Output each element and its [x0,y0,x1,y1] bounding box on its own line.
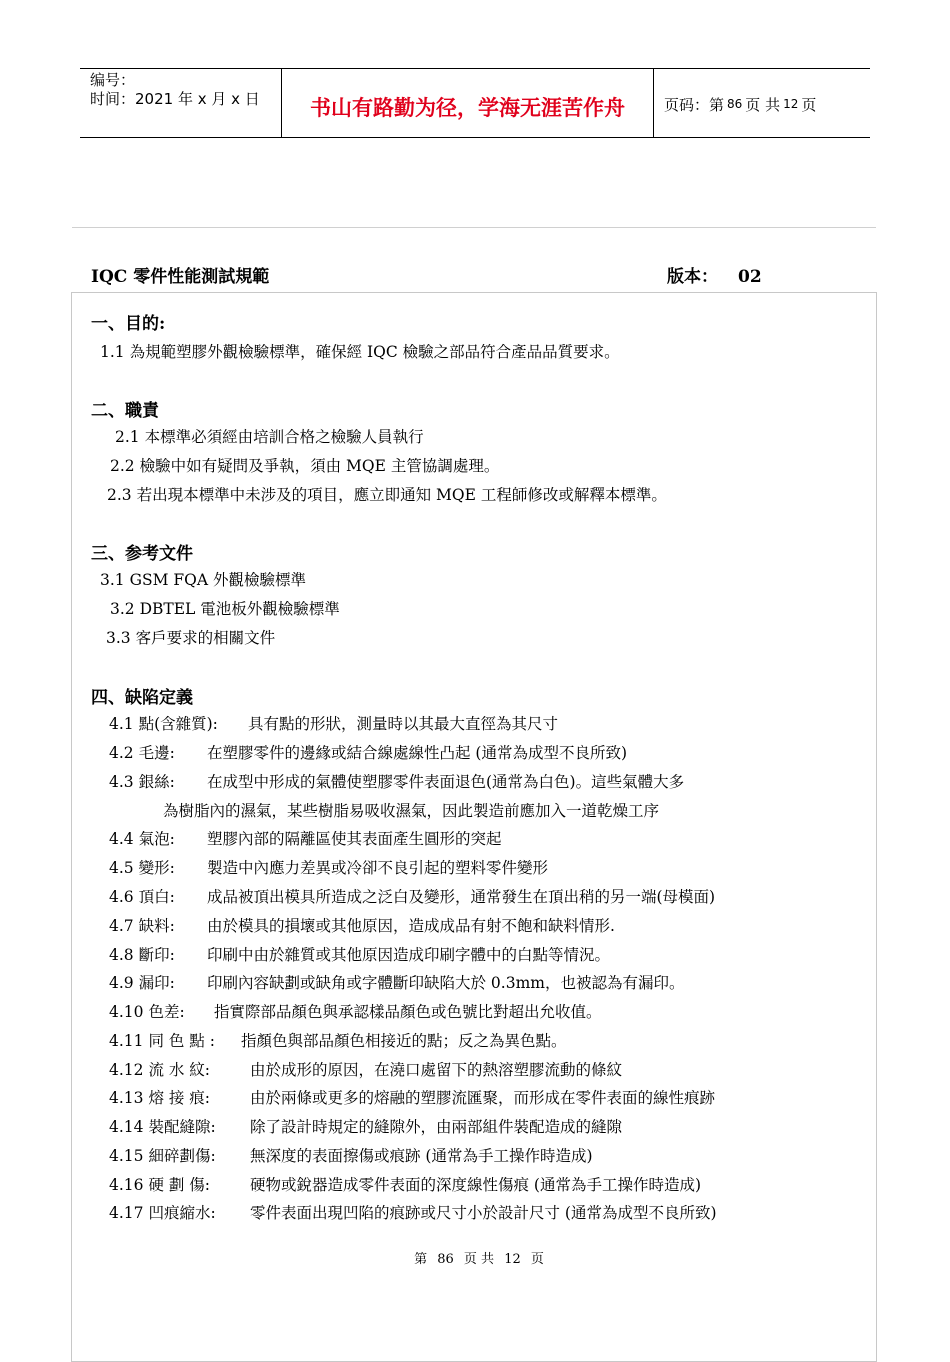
item-3-1: 3.1 GSM FQA 外觀檢驗標準 [100,571,306,589]
defect-text: 在成型中形成的氣體使塑膠零件表面退色(通常為白色)。這些氣體大多 [207,773,685,791]
defect-text: 無深度的表面擦傷或痕跡 (通常為手工操作時造成) [250,1147,593,1165]
item-2-3: 2.3 若出現本標準中未涉及的項目，應立即通知 MQE 工程師修改或解釋本標準。 [107,486,667,504]
item-2-2: 2.2 檢驗中如有疑問及爭執，須由 MQE 主管協調處理。 [110,457,500,475]
version-info [667,262,762,287]
item-3-3: 3.3 客戶要求的相關文件 [106,629,276,647]
version-value: 02 [738,267,762,287]
section-1-title: 一、目的: [91,314,166,334]
defect-label: 4.3 銀絲: [109,773,175,791]
defect-label: 4.4 氣泡: [109,830,175,848]
defect-label: 4.13 熔 接 痕: [109,1089,211,1107]
section-3-title: 三、参考文件 [91,544,193,564]
page-mid: 页 共 [745,95,781,114]
page-suffix: 页 [801,95,817,114]
defect-label: 4.2 毛邊: [109,744,175,762]
defect-label: 4.11 同 色 點 : [109,1032,215,1050]
defect-text: 指顏色與部品顏色相接近的點；反之為異色點。 [241,1032,567,1050]
defect-label: 4.15 細碎劃傷: [109,1147,216,1165]
item-3-2: 3.2 DBTEL 電池板外觀檢驗標準 [110,600,340,618]
defect-label: 4.9 漏印: [109,974,175,992]
section-4-title: 四、缺陷定義 [91,688,193,708]
defect-label: 4.14 裝配縫隙: [109,1118,216,1136]
defect-text-continued: 為樹脂內的濕氣，某些樹脂易吸收濕氣，因此製造前應加入一道乾燥工序 [163,802,660,820]
page-total: 12 [783,97,799,111]
footer-suffix: 页 [530,1252,544,1267]
defect-label: 4.1 點(含雜質): [109,715,218,733]
defect-label: 4.8 斷印: [109,946,175,964]
defect-label: 4.10 色差: [109,1003,185,1021]
page-header [80,68,870,138]
divider [72,227,876,228]
version-label: 版本： [667,267,718,287]
defect-label: 4.12 流 水 紋: [109,1061,211,1079]
date-label: 时间：2021 年 x 月 x 日 [90,90,260,108]
defect-label: 4.5 變形: [109,859,175,877]
footer-prefix: 第 [414,1252,428,1267]
header-meta [80,69,282,137]
defect-text: 指實際部品顏色與承認樣品顏色或色號比對超出允收值。 [214,1003,602,1021]
item-1-1: 1.1 為規範塑膠外觀檢驗標準，確保經 IQC 檢驗之部品符合產品品質要求。 [100,343,620,361]
defect-label: 4.6 頂白: [109,888,175,906]
defect-text: 由於兩條或更多的熔融的塑膠流匯聚，而形成在零件表面的線性痕跡 [250,1089,716,1107]
defect-text: 除了設計時規定的縫隙外，由兩部組件裝配造成的縫隙 [250,1118,623,1136]
page-footer [0,1248,950,1267]
defect-text: 硬物或銳器造成零件表面的深度線性傷痕 (通常為手工操作時造成) [250,1176,702,1194]
defect-text: 具有點的形狀，測量時以其最大直徑為其尺寸 [248,715,559,733]
defect-text: 成品被頂出模具所造成之泛白及變形，通常發生在頂出稍的另一端(母模面) [207,888,716,906]
page-number: 86 [727,97,743,111]
defect-label: 4.17 凹痕縮水: [109,1204,216,1222]
footer-page-number: 86 [437,1252,454,1267]
defect-text: 印刷內容缺劃或缺角或字體斷印缺陷大於 0.3mm，也被認為有漏印。 [207,974,685,992]
defect-text: 由於模具的損壞或其他原因，造成成品有射不飽和缺料情形. [207,917,615,935]
defect-text: 印刷中由於雜質或其他原因造成印刷字體中的白點等情況。 [207,946,611,964]
defect-label: 4.7 缺料: [109,917,175,935]
defect-text: 塑膠內部的隔離區使其表面產生圓形的突起 [207,830,502,848]
page-prefix: 页码：第 [664,95,725,114]
defect-text: 由於成形的原因，在澆口處留下的熱溶塑膠流動的條紋 [250,1061,623,1079]
header-motto: 书山有路勤为径，学海无涯苦作舟 [282,69,654,137]
defect-text: 在塑膠零件的邊緣或結合線處線性凸起 (通常為成型不良所致) [207,744,628,762]
header-page-info [654,69,870,137]
document-title: IQC 零件性能測試規範 [91,267,270,287]
footer-page-total: 12 [504,1252,521,1267]
section-2-title: 二、職責 [91,401,159,421]
item-2-1: 2.1 本標準必須經由培訓合格之檢驗人員執行 [115,428,424,446]
footer-mid: 页 共 [463,1252,495,1267]
defect-text: 製造中內應力差異或冷卻不良引起的塑料零件變形 [207,859,549,877]
defect-text: 零件表面出現凹陷的痕跡或尺寸小於設計尺寸 (通常為成型不良所致) [250,1204,717,1222]
defect-label: 4.16 硬 劃 傷: [109,1176,211,1194]
number-label: 编号： [90,71,136,89]
